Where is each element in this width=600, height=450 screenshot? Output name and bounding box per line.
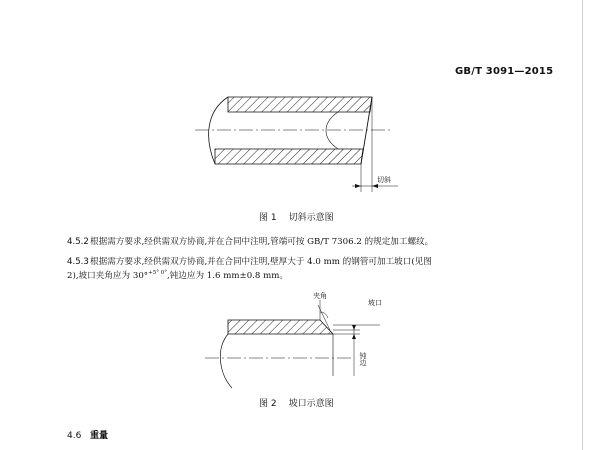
paragraph-number: 4.5.3 [67,257,89,267]
figure1-caption-number: 图 1 [259,213,277,223]
figure2-blunt-arrow-top [352,325,356,330]
figure1-bore-curve [326,112,338,149]
paragraph-text-line1: 根据需方要求,经供需双方协商,并在合同中注明,壁厚大于 4.0 mm 的钢管可加工坡口(见图 [90,257,432,267]
figure1-drawing [195,97,398,192]
figure2-bevel-label: 坡口 [368,299,382,307]
figure2-drawing [205,291,382,388]
figure2-wall [228,320,333,334]
paragraph-number: 4.5.2 [67,237,89,247]
figure2-angle-label: 夹角 [313,292,327,300]
figure1-dimension-label: 切斜 [377,176,391,184]
figure2-blunt-label: 钝边 [359,352,367,366]
figure1-bottom-wall [215,149,363,164]
section-number: 4.6 [67,431,82,441]
tolerance-superscript: +5° 0° [148,270,167,276]
section-4-6-heading [67,428,108,441]
paragraph-4-5-2 [67,235,433,249]
figure1-arrow-right [372,184,378,188]
paragraph-text-line2-suffix: ,钝边应为 1.6 mm±0.8 mm。 [166,271,288,281]
figure1-top-wall [228,97,372,112]
figure1-caption-title: 切斜示意图 [288,213,334,223]
figure2-caption-title: 坡口示意图 [288,399,334,409]
paragraph-text: 根据需方要求,经供需双方协商,并在合同中注明,管端可按 GB/T 7306.2 的规定加工螺纹。 [90,237,434,247]
figure1-caption [259,210,334,223]
figure2-caption [259,396,334,409]
figure1-arrow-left [355,184,361,188]
figure2-blunt-arrow-bottom [352,334,356,339]
standard-code: GB/T 3091—2015 [455,66,554,77]
figure2-caption-number: 图 2 [259,399,277,409]
figure2-bore-curve [220,334,232,388]
paragraph-text-line2-prefix: 2),坡口夹角应为 30° [67,271,149,281]
paragraph-4-5-3 [67,255,432,284]
section-title: 重量 [90,431,109,441]
